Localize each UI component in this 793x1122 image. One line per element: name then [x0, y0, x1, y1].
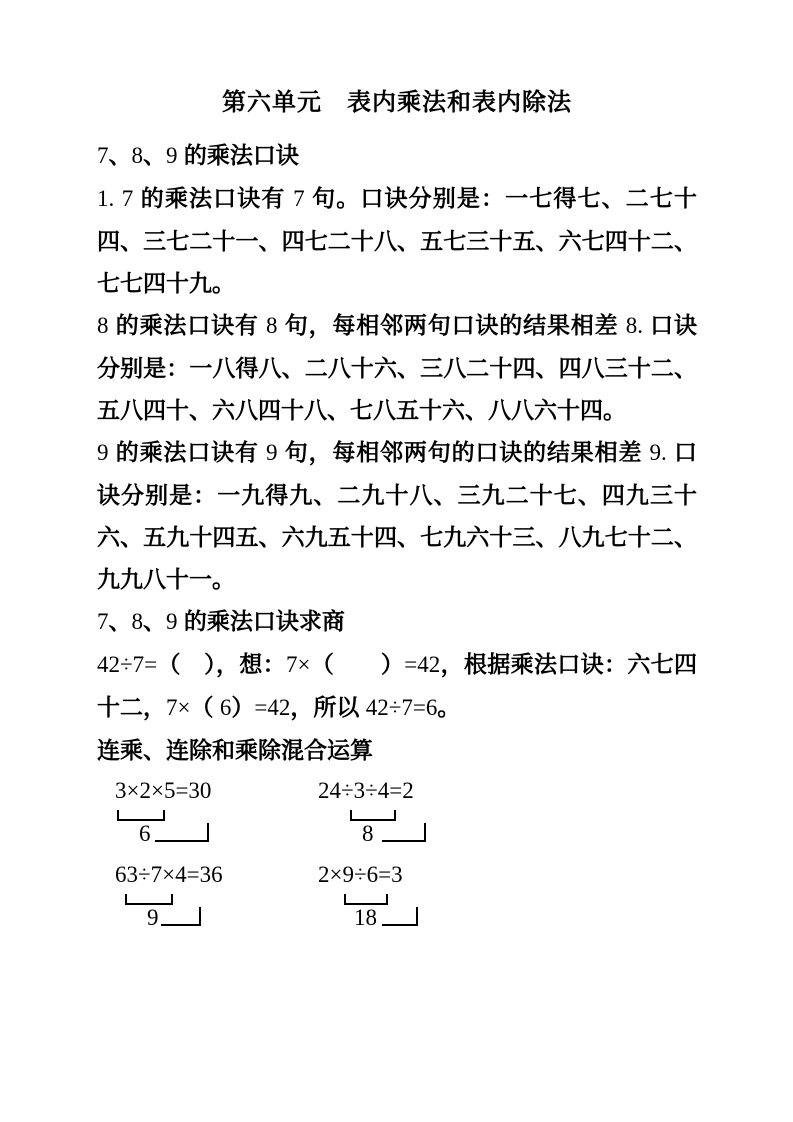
example-expression: 63÷7×4=36	[115, 862, 223, 887]
connector-line	[382, 907, 418, 926]
example-expression: 2×9÷6=3	[318, 862, 403, 887]
step-result: 9	[147, 905, 159, 930]
connector-line	[155, 823, 209, 842]
document-content	[97, 86, 697, 945]
example-row	[97, 861, 697, 945]
example-cell	[318, 861, 503, 945]
example-cell	[318, 777, 503, 861]
mixed-operation-examples	[97, 777, 697, 945]
example-row	[97, 777, 697, 861]
step-result: 18	[354, 905, 377, 930]
paragraph-koujue-7: 1. 7 的乘法口诀有 7 句。口诀分别是：一七得七、二七十四、三七二十一、四七二十八、五七三十五、六七四十二、七七四十九。	[97, 185, 698, 296]
example-expression: 24÷3÷4=2	[318, 778, 414, 803]
paragraph-koujue-8: 8 的乘法口诀有 8 句，每相邻两句口诀的结果相差 8. 口诀分别是：一八得八、二八十六、三八二十四、四八三十二、五八四十、六八四十八、七八五十六、八八六十四。	[97, 312, 698, 423]
section-heading-koujue: 7、8、9 的乘法口诀	[97, 142, 299, 168]
paragraph-koujue-9: 9 的乘法口诀有 9 句，每相邻两句的口诀的结果相差 9. 口诀分别是：一九得九、二九十八、三九二十七、四九三十六、五九十四五、六九五十四、七九六十三、八九七十二、九九八十一。	[97, 439, 698, 592]
step-result: 8	[362, 821, 374, 846]
example-cell	[115, 777, 300, 861]
example-expression: 3×2×5=30	[115, 778, 212, 803]
section-heading-koujue-quotient: 7、8、9 的乘法口诀求商	[97, 608, 345, 634]
section-heading-mixed-operations: 连乘、连除和乘除混合运算	[97, 737, 373, 763]
step-result: 6	[139, 821, 151, 846]
paragraph-quotient-example: 42÷7=（ ），想：7×（ ）=42，根据乘法口诀：六七四十二，7×（ 6）=42，所以 42÷7=6。	[97, 651, 698, 720]
connector-line	[382, 823, 426, 842]
document-title: 第六单元 表内乘法和表内除法	[222, 89, 572, 116]
connector-line	[161, 907, 201, 926]
example-cell	[115, 861, 300, 945]
